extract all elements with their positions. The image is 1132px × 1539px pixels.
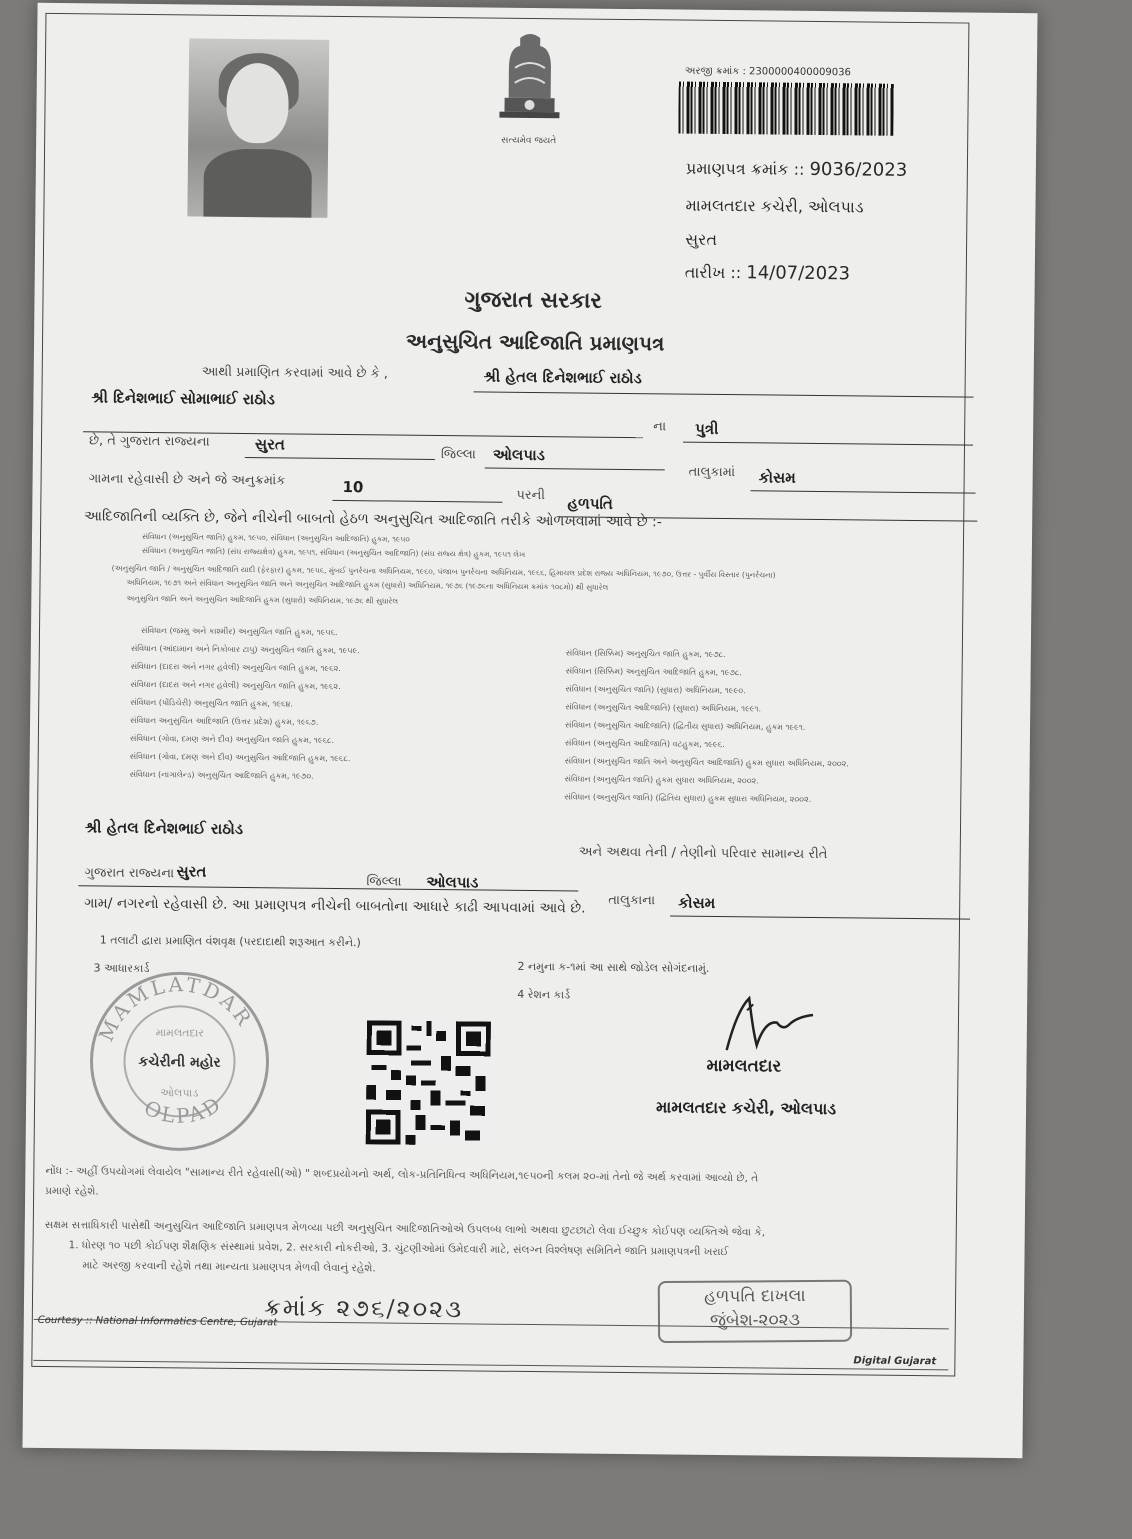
residence-taluka-label: તાલુકાના xyxy=(608,892,656,909)
serial-number: 10 xyxy=(342,478,364,497)
residence-holder-name: શ્રી હેતલ દિનેશભાઈ રાઠોડ xyxy=(84,818,244,838)
family-text: અને અથવા તેની / તેણીનો પરિવાર સામાન્ય રીતે xyxy=(578,844,828,863)
taluka-value: ઓલપાડ xyxy=(492,445,546,465)
emblem-motto: સત્યમેવ જયતે xyxy=(501,135,557,147)
order-right-item: સંવિધાન (અનુસુચિત આદિજાતિ) વટહુકમ, ૧૯૯૬. xyxy=(564,738,725,750)
residence-state-text: ગુજરાત રાજ્યના xyxy=(84,865,175,882)
note-text: માટે અરજી કરવાની રહેશે તથા માન્યતા પ્રમાણપત્ર મેળવી લેવાનું રહેશે. xyxy=(82,1259,376,1275)
order-left-item: સંવિધાન (ગોવા, દમણ અને દીવ) અનુસુચિત આદિજાતિ હુકમ, ૧૯૬૮. xyxy=(129,751,351,764)
order-intro-4: અધિનિયમ, ૧૯૭૧ અને સંવિધાન અનુસુચિત જાતિ અને અનુસુચિત આદિજાતિ હુકમ (સુધારો) અધિનિયમ, ૧૯૭૬ (૧૯૭૬ના અધિનિયમ ક્રમાંક ૧૦૮મો) થી સુધારેલ xyxy=(126,577,609,592)
order-left-item: સંવિધાન (નાગાલેન્ડ) અનુસુચિત આદિજાતિ હુકમ, ૧૯૭૦. xyxy=(129,769,314,781)
signature-mark xyxy=(717,990,828,1061)
issuing-office: મામલતદાર કચેરી, ઓલપાડ xyxy=(685,195,864,217)
father-name: શ્રી દિનેશભાઈ સોમાભાઈ રાઠોડ xyxy=(91,388,276,409)
issuing-district: સુરત xyxy=(685,229,718,249)
order-left-item: સંવિધાન (જમ્મુ અને કાશ્મીર) અનુસુચિત જાતિ હુકમ, ૧૯૫૬. xyxy=(140,625,338,637)
order-left-item: સંવિધાન (આંદામાન અને નિકોબાર ટાપુ) અનુસુચિત જાતિ હુકમ, ૧૯૫૯. xyxy=(130,643,360,656)
document-item: 3 આધારકાર્ડ xyxy=(93,961,150,976)
basis-text: ગામ/ નગરનો રહેવાસી છે. આ પ્રમાણપત્ર નીચેની બાબતોના આધારે કાઢી આપવામાં આવે છે. xyxy=(84,895,586,917)
office-seal xyxy=(84,965,276,1157)
government-title: ગુજરાત સરકાર xyxy=(464,287,603,314)
handwritten-number: ક્રમાંક ૨૭૬/૨૦૨૩ xyxy=(263,1293,464,1324)
certify-text: આથી પ્રમાણિત કરવામાં આવે છે કે , xyxy=(201,364,389,382)
order-left-item: સંવિધાન (પોંડિચેરી) અનુસુચિત જાતિ હુકમ, ૧૯૬૪. xyxy=(130,697,294,709)
order-right-item: સંવિધાન (અનુસુચિત આદિજાતિ) (દ્વિતીય સુધારા) અધિનિયમ, હુકમ ૧૯૯૧. xyxy=(565,720,806,732)
recognition-text: આદિજાતિની વ્યક્તિ છે, જેને નીચેની બાબતો હેઠળ અનુસુચિત આદિજાતિ તરીકે ઓળખવામાં આવે છે :- xyxy=(84,508,662,531)
order-right-item: સંવિધાન (અનુસુચિત જાતિ) (દ્વિતિય સુધારા) હુકમ સુધારા અધિનિયમ, ૨૦૦૨. xyxy=(564,792,812,804)
order-intro-3: (અનુસુચિત જાતિ / અનુસુચિત આદિજાતિ યાદી (ફેરફાર) હુકમ, ૧૯૫૬, મુંબઈ પુનર્રચના અધિનિયમ, ૧૯૬૦, પંજાબ પુનર્રચના અધિનિયમ, ૧૯૬૬, હિમાચલ પ્રદેશ રાજ્ય અધિનિયમ, ૧૯૭૦, ઉત્તર - પુર્વીય વિસ્તાર (પુનર્રચના) xyxy=(111,563,776,580)
document-item: 2 નમુના ક-૧માં આ સાથે જોડેલ સોગંદનામું. xyxy=(517,959,710,975)
seal-bottom-text: OLPAD xyxy=(140,1090,227,1129)
qr-code xyxy=(366,1020,491,1145)
residence-district: સુરત xyxy=(176,862,207,881)
state-text: છે, તે ગુજરાત રાજ્યના xyxy=(88,433,210,450)
order-left-item: સંવિધાન (ગોવા, દમણ અને દીવ) અનુસુચિત જાતિ હુકમ, ૧૯૬૮. xyxy=(129,733,335,745)
order-right-item: સંવિધાન (અનુસુચિત જાતિ) (સુધારા) અધિનિયમ, ૧૯૯૦. xyxy=(565,684,746,696)
signatory-office: મામલતદાર કચેરી, ઓલપાડ xyxy=(655,1097,837,1119)
relation: પુત્રી xyxy=(695,419,719,438)
order-intro-2: સંવિધાન (અનુસુચિત જાતિ) (સંઘ રાજ્યક્ષેત્ર) હુકમ, ૧૯૫૧, સંવિધાન (અનુસુચિત આદિજાતિ) (સંઘ રાજ્ય ક્ષેત્ર) હુકમ, ૧૯૫૧ લેખ xyxy=(141,545,526,559)
tribe-name: હળપતિ xyxy=(567,494,613,513)
residence-taluka: ઓલપાડ xyxy=(426,872,479,892)
issue-date: તારીખ :: 14/07/2023 xyxy=(684,262,851,285)
na-text: ના xyxy=(653,419,667,435)
of-text: પરની xyxy=(516,487,546,504)
seal-inner-top: મામલતદાર xyxy=(155,1026,205,1040)
certificate-title: અનુસુચિત આદિજાતિ પ્રમાણપત્ર xyxy=(405,328,665,356)
district-value: સુરત xyxy=(254,435,285,454)
certificate-page xyxy=(22,3,1037,1458)
applicant-photo xyxy=(187,38,329,217)
order-left-item: સંવિધાન (દાદરા અને નગર હવેલી) અનુસુચિત જાતિ હુકમ, ૧૯૬૨. xyxy=(130,661,341,674)
order-left-item: સંવિધાન (દાદરા અને નગર હવેલી) અનુસુચિત જાતિ હુકમ, ૧૯૬૨. xyxy=(130,679,341,692)
seal-top-text: MAMLATDAR xyxy=(93,972,258,1045)
residence-district-label: જિલ્લા xyxy=(366,874,402,890)
order-intro-5: અનુસુચિત જાતિ અને અનુસુચિત આદિજાતિ હુકમ (સુધારો) અધિનિયમ, ૧૯૭૬ થી સુધારેલ xyxy=(126,593,399,606)
order-intro-1: સંવિધાન (અનુસુચિત જાતિ) હુકમ, ૧૯૫૦, સંવિધાન (અનુસુચિત આદિજાતિ) હુકમ, ૧૯૫૦ xyxy=(141,531,410,544)
district-label: જિલ્લા xyxy=(440,447,476,463)
order-right-item: સંવિધાન (અનુસુચિત જાતિ) હુકમ સુધારા અધિનિયમ, ૨૦૦૨. xyxy=(564,774,759,786)
note-text: 1. ધોરણ ૧૦ પછી કોઈપણ શૈક્ષણિક સંસ્થામાં પ્રવેશ, 2. સરકારી નોકરીઓ, 3. ચુંટણીઓમાં ઉમેદવારી માટે, સંલગ્ન વિશ્લેષણ સમિતિને જાતિ પ્રમાણપત્રની ખરાઈ xyxy=(68,1239,729,1259)
order-right-item: સંવિધાન (સિક્કિમ) અનુસુચિત આદિજાતિ હુકમ, ૧૯૭૮. xyxy=(565,666,742,678)
national-emblem-icon xyxy=(484,27,575,148)
order-right-item: સંવિધાન (અનુસુચિત જાતિ અને અનુસુચિત આદિજાતિ) હુકમ સુધારા અધિનિયમ, ૨૦૦૨. xyxy=(564,756,849,769)
village-value: કોસમ xyxy=(758,468,796,487)
stamp-line1: હળપતિ દાખલા xyxy=(703,1286,806,1307)
holder-name: શ્રી હેતલ દિનેશભાઈ રાઠોડ xyxy=(483,367,642,388)
order-left-item: સંવિધાન અનુસુચિત આદિજાતિ (ઉત્તર પ્રદેશ) હુકમ, ૧૯૬૭. xyxy=(130,715,319,727)
document-item: 1 તલાટી દ્વારા પ્રમાણિત વંશવૃક્ષ (પરદાદાથી શરૂઆત કરીને.) xyxy=(99,933,361,950)
courtesy-text: Courtesy :: National Informatics Centre, Gujarat xyxy=(37,1314,278,1329)
document-item: 4 રેશન કાર્ડ xyxy=(517,987,571,1002)
seal-center: કચેરીની મહોર xyxy=(138,1053,221,1071)
note-text: પ્રમાણે રહેશે. xyxy=(45,1184,99,1198)
order-right-item: સંવિધાન (સિક્કિમ) અનુસુચિત જાતિ હુકમ, ૧૯૭૮. xyxy=(565,648,726,660)
certificate-number: પ્રમાણપત્ર ક્રમાંક :: 9036/2023 xyxy=(685,158,908,181)
barcode xyxy=(678,82,894,136)
taluka-label: તાલુકામાં xyxy=(688,464,736,481)
residence-village: કોસમ xyxy=(678,893,716,912)
stamp-line2: જુંબેશ-૨૦૨૩ xyxy=(709,1310,801,1331)
order-right-item: સંવિધાન (અનુસુચિત આદિજાતિ) (સુધારા) અધિનિયમ, ૧૯૯૧. xyxy=(565,702,762,714)
resident-text: ગામના રહેવાસી છે અને જે અનુક્રમાંક xyxy=(88,471,286,489)
digital-gujarat-brand: Digital Gujarat xyxy=(853,1355,937,1368)
note-text: સક્ષમ સત્તાધિકારી પાસેથી અનુસુચિત આદિજાતિ પ્રમાણપત્ર મેળવ્યા પછી અનુસુચિત આદિજાતિઓએ ઉપલબ્ધ લાભો અથવા છુટછાટો લેવા ઈચ્છુક કોઈપણ વ્યક્તિએ જેવા કે, xyxy=(44,1218,766,1239)
note-text: નોંધ :- અહીં ઉપયોગમાં લેવાયેલ "સામાન્ય રીતે રહેવાસી(ઓ) " શબ્દપ્રયોગનો અર્થ, લોક-પ્રતિનિધિત્વ અધિનિયમ,૧૯૫૦ની કલમ ૨૦-માં તેનો જે અર્થ કરવામાં આવ્યો છે, તે xyxy=(45,1164,759,1185)
signatory-title: મામલતદાર xyxy=(706,1055,782,1077)
application-number: અરજી ક્રમાંક : 2300000400009036 xyxy=(684,65,851,79)
seal-inner-bottom: ઓલપાડ xyxy=(160,1086,199,1100)
